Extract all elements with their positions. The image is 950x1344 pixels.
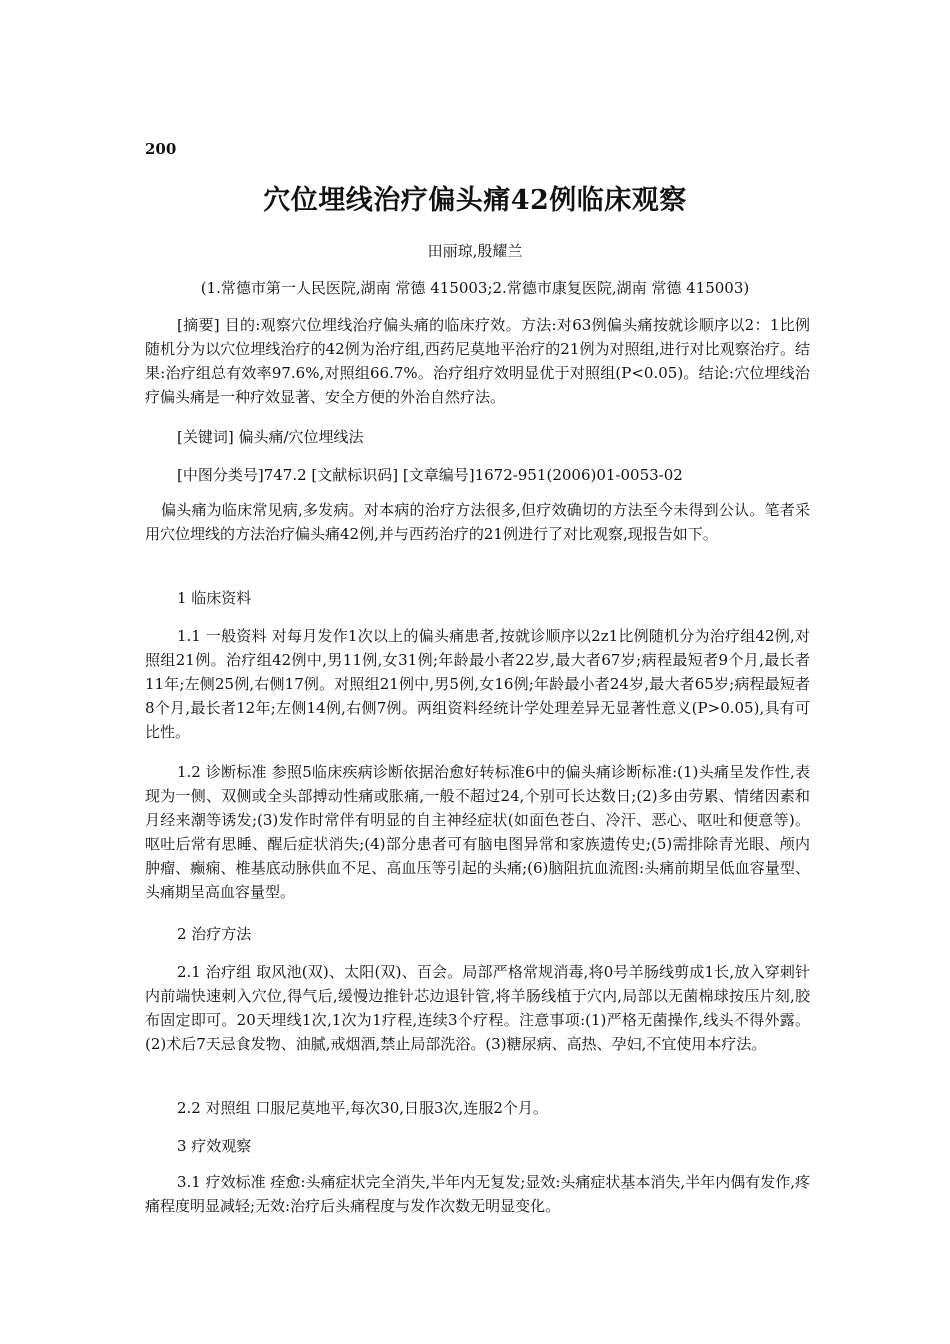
page-number: 200 [145, 140, 177, 158]
classification: [中图分类号]747.2 [文献标识码] [文章编号]1672-951(2006)01-0053-02 [177, 466, 683, 484]
affiliation: (1.常德市第一人民医院,湖南 常德 415003;2.常德市康复医院,湖南 常德 415003) [200, 279, 750, 297]
section-1-heading: 1 临床资料 [177, 589, 252, 607]
keywords: [关键词] 偏头痛/穴位埋线法 [177, 428, 364, 446]
section-2-1: 2.1 治疗组 取风池(双)、太阳(双)、百会。局部严格常规消毒,将0号羊肠线剪成1长,放入穿刺针内前端快速刺入穴位,得气后,缓慢边推针芯边退针管,将羊肠线植于穴内,局部以无菌棉球按压片刻,胶布固定即可。20天埋线1次,1次为1疗程,连续3个疗程。注意事项:(1)严格无菌操作,线头不得外露。(2)术后7天忌食发物、油腻,戒烟酒,禁止局部洗浴。(3)糖尿病、高热、孕妇,不宜使用本疗法。 [145, 963, 810, 1053]
section-3-1: 3.1 疗效标准 痊愈:头痛症状完全消失,半年内无复发;显效:头痛症状基本消失,半年内偶有发作,疼痛程度明显减轻;无效:治疗后头痛程度与发作次数无明显变化。 [145, 1173, 810, 1215]
section-2-2: 2.2 对照组 口服尼莫地平,每次30,日服3次,连服2个月。 [177, 1099, 548, 1117]
introduction: 偏头痛为临床常见病,多发病。对本病的治疗方法很多,但疗效确切的方法至今未得到公认。笔者采用穴位埋线的方法治疗偏头痛42例,并与西药治疗的21例进行了对比观察,现报告如下。 [145, 501, 810, 543]
abstract: [摘要] 目的:观察穴位埋线治疗偏头痛的临床疗效。方法:对63例偏头痛按就诊顺序以2：1比例随机分为以穴位埋线治疗的42例为治疗组,西药尼莫地平治疗的21例为对照组,进行对比观察治疗。结果:治疗组总有效率97.6%,对照组66.7%。治疗组疗效明显优于对照组(P<0.05)。结论:穴位埋线治疗偏头痛是一种疗效显著、安全方便的外治自然疗法。 [145, 316, 810, 406]
section-1-1: 1.1 一般资料 对每月发作1次以上的偏头痛患者,按就诊顺序以2z1比例随机分为治疗组42例,对照组21例。治疗组42例中,男11例,女31例;年龄最小者22岁,最大者67岁;病程最短者9个月,最长者11年;左侧25例,右侧17例。对照组21例中,男5例,女16例;年龄最小者24岁,最大者65岁;病程最短者8个月,最长者12年;左侧14例,右侧7例。两组资料经统计学处理差异无显著性意义(P>0.05),具有可比性。 [145, 627, 810, 741]
authors: 田丽琼,殷耀兰 [427, 242, 523, 260]
section-3-heading: 3 疗效观察 [177, 1137, 252, 1155]
section-2-heading: 2 治疗方法 [177, 925, 252, 943]
section-1-2: 1.2 诊断标准 参照5临床疾病诊断依据治愈好转标准6中的偏头痛诊断标准:(1)头痛呈发作性,表现为一侧、双侧或全头部搏动性痛或胀痛,一般不超过24,个别可长达数日;(2)多由劳累、情绪因素和月经来潮等诱发;(3)发作时常伴有明显的自主神经症状(如面色苍白、冷汗、恶心、呕吐和便意等)。呕吐后常有思睡、醒后症状消失;(4)部分患者可有脑电图异常和家族遗传史;(5)需排除青光眼、颅内肿瘤、癫痫、椎基底动脉供血不足、高血压等引起的头痛;(6)脑阻抗血流图:头痛前期呈低血容量型、头痛期呈高血容量型。 [145, 763, 810, 901]
article-title: 穴位埋线治疗偏头痛42例临床观察 [263, 185, 687, 216]
